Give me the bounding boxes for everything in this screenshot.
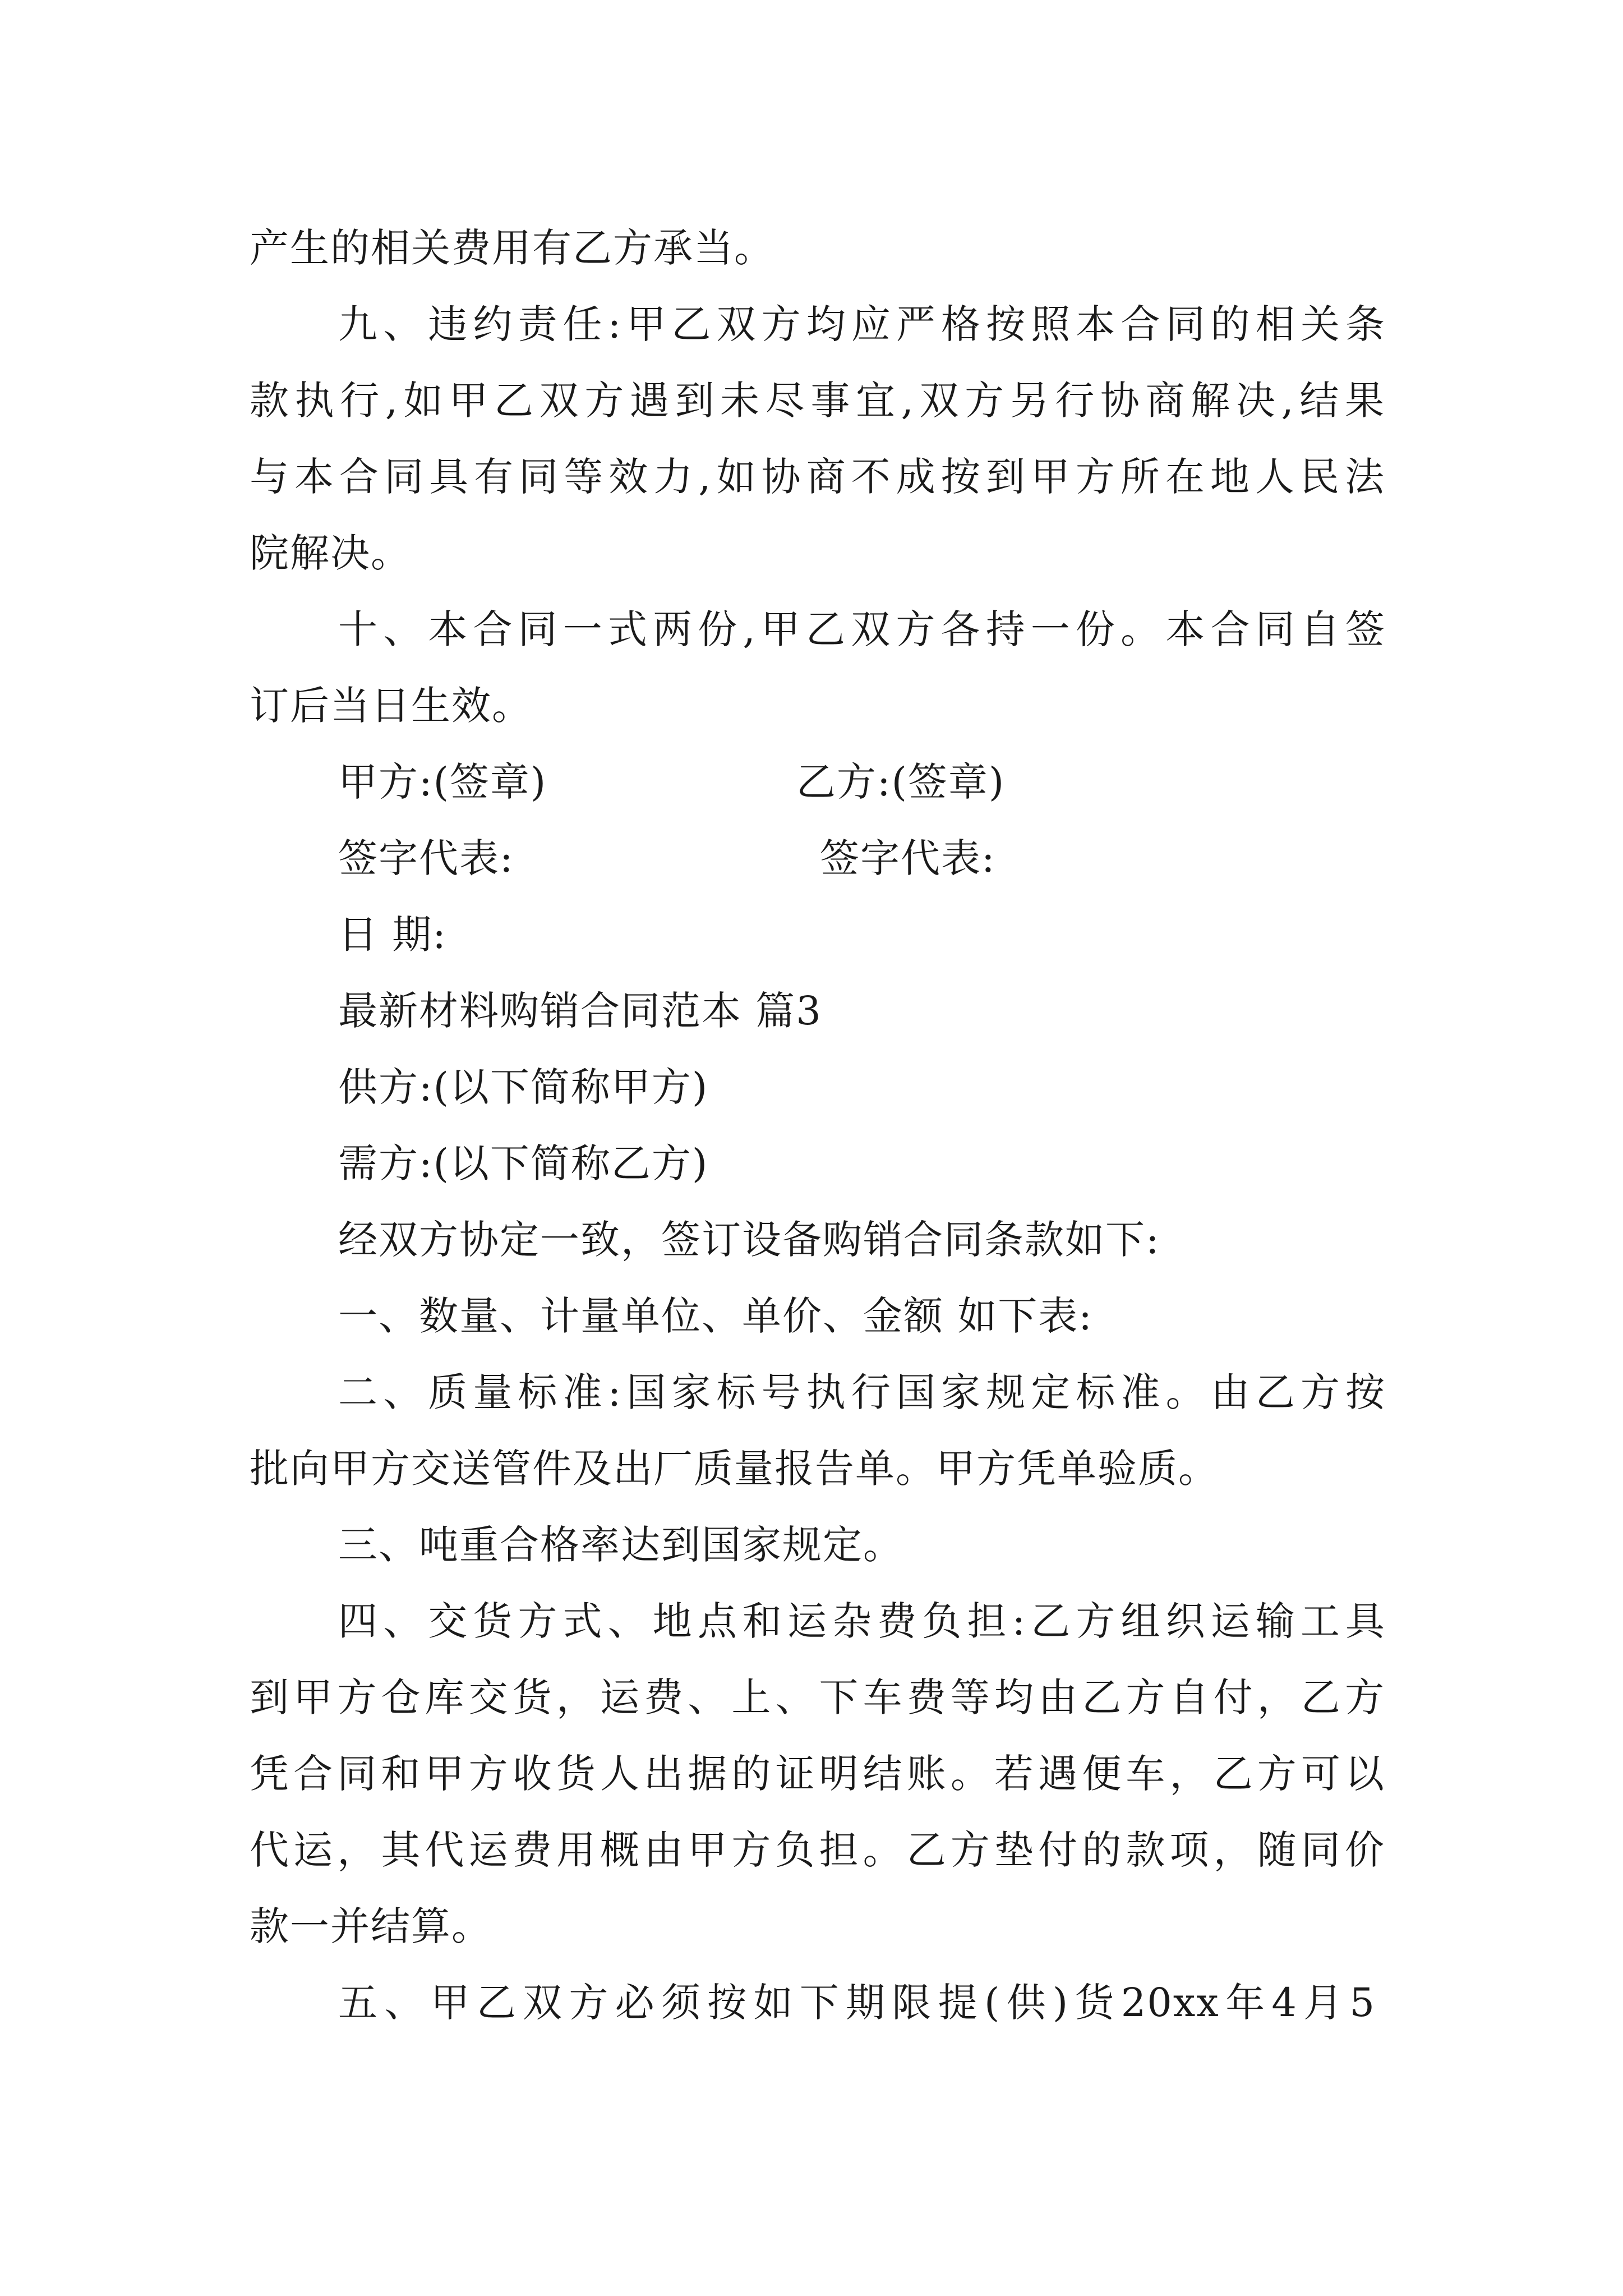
- text-line: 产生的相关费用有乙方承当。: [250, 225, 774, 271]
- text-line: 三、吨重合格率达到国家规定。: [338, 1522, 903, 1568]
- text-line: 订后当日生效。: [250, 683, 532, 729]
- text-line: 五、甲乙双方必须按如下期限提(供)货20xx年4月5: [338, 1980, 1376, 2026]
- text-line: 到甲方仓库交货，运费、上、下车费等均由乙方自付，乙方: [250, 1674, 1385, 1720]
- text-line: 凭合同和甲方收货人出据的证明结账。若遇便车，乙方可以: [250, 1751, 1385, 1797]
- text-line: 批向甲方交送管件及出厂质量报告单。甲方凭单验质。: [250, 1446, 1219, 1492]
- text-line: 十、本合同一式两份,甲乙双方各持一份。本合同自签: [338, 606, 1386, 652]
- section-heading: 最新材料购销合同范本 篇3: [338, 988, 822, 1034]
- party-b-seal: 乙方:(签章): [796, 759, 1006, 805]
- party-a-representative: 签字代表:: [338, 835, 514, 881]
- text-line: 二、质量标准:国家标号执行国家规定标准。由乙方按: [338, 1369, 1386, 1415]
- text-line: 九、违约责任:甲乙双方均应严格按照本合同的相关条: [338, 301, 1386, 347]
- text-line: 四、交货方式、地点和运杂费负担:乙方组织运输工具: [338, 1598, 1386, 1644]
- text-line: 需方:(以下简称乙方): [338, 1140, 709, 1186]
- party-a-seal: 甲方:(签章): [338, 759, 547, 805]
- text-line: 款一并结算。: [250, 1903, 492, 1949]
- text-line: 与本合同具有同等效力,如协商不成按到甲方所在地人民法: [250, 454, 1385, 500]
- party-b-representative: 签字代表:: [820, 835, 996, 881]
- text-line: 款执行,如甲乙双方遇到未尽事宜,双方另行协商解决,结果: [250, 378, 1385, 424]
- date-line: 日 期:: [338, 912, 447, 958]
- text-line: 供方:(以下简称甲方): [338, 1064, 709, 1110]
- text-line: 代运，其代运费用概由甲方负担。乙方垫付的款项，随同价: [250, 1827, 1385, 1873]
- text-line: 院解决。: [250, 530, 411, 576]
- text-line: 一、数量、计量单位、单价、金额 如下表:: [338, 1293, 1093, 1339]
- text-line: 经双方协定一致，签订设备购销合同条款如下:: [338, 1217, 1160, 1263]
